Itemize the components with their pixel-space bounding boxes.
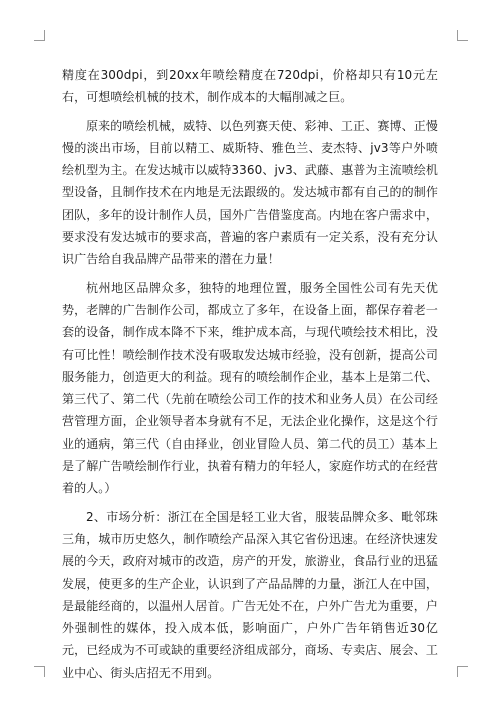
- paragraph-continuation: 精度在300dpi，到20xx年喷绘精度在720dpi，价格却只有10元左右，可想喷绘机械的技术，制作成本的大幅削减之巨。: [62, 68, 438, 105]
- paragraph-equipment: 原来的喷绘机械，威特、以色列赛天使、彩神、工正、赛博、正慢慢的淡出市场，目前以精工、威斯特、雅色兰、麦杰特、jv3等户外喷绘机型为主。在发达城市以威特3360、jv3、武藤、惠普为主流喷绘机型设备，且制作技术在内地是无法跟级的。发达城市都有自己的的制作团队，多年的设计制作人员，国外广告借鉴度高。内地在客户需求中，要求没有发达城市的要求高，普遍的客户素质有一定关系，没有充分认识广告给自我品牌产品带来的潜在力量！: [62, 118, 439, 267]
- document-body: [62, 64, 438, 684]
- crop-mark-top-left: [34, 30, 45, 41]
- paragraph-market-analysis: 2、市场分析：浙江在全国是轻工业大省，服装品牌众多、毗邻珠三角，城市历史悠久，制作喷绘产品深入其它省份迅速。在经济快速发展的今天，政府对城市的改造，房产的开发，旅游业，食品行业的迅猛发展，使更多的生产企业，认识到了产品品牌的力量，浙江人在中国，是最能经商的，以温州人居首。广告无处不在，户外广告尤为重要，户外强制性的媒体，投入成本低，影响面广，户外广告年销售近30亿元，已经成为不可或缺的重要经济组成部分，商场、专卖店、展会、工业中心、街头店招无不用到。: [62, 509, 438, 680]
- crop-mark-top-right: [457, 30, 468, 41]
- crop-mark-bottom-right: [457, 666, 468, 677]
- crop-mark-bottom-left: [34, 666, 45, 677]
- paragraph-hangzhou: 杭州地区品牌众多，独特的地理位置，服务全国性公司有先天优势，老牌的广告制作公司，都成立了多年，在设备上面，都保存着老一套的设备，制作成本降不下来，维护成本高，与现代喷绘技术相比，没有可比性！喷绘制作技术没有吸取发达城市经验，没有创新，提高公司服务能力，创造更大的利益。现有的喷绘制作企业，基本上是第二代、第三代了、第二代（先前在喷绘公司工作的技术和业务人员）在公司经营管理方面，企业领导者本身就有不足，无法企业化操作，这是这个行业的通病，第三代（自由择业，创业冒险人员、第二代的员工）基本上是了解广告喷绘制作行业，执着有精力的年轻人，家庭作坊式的在经营着的人。）: [62, 280, 438, 496]
